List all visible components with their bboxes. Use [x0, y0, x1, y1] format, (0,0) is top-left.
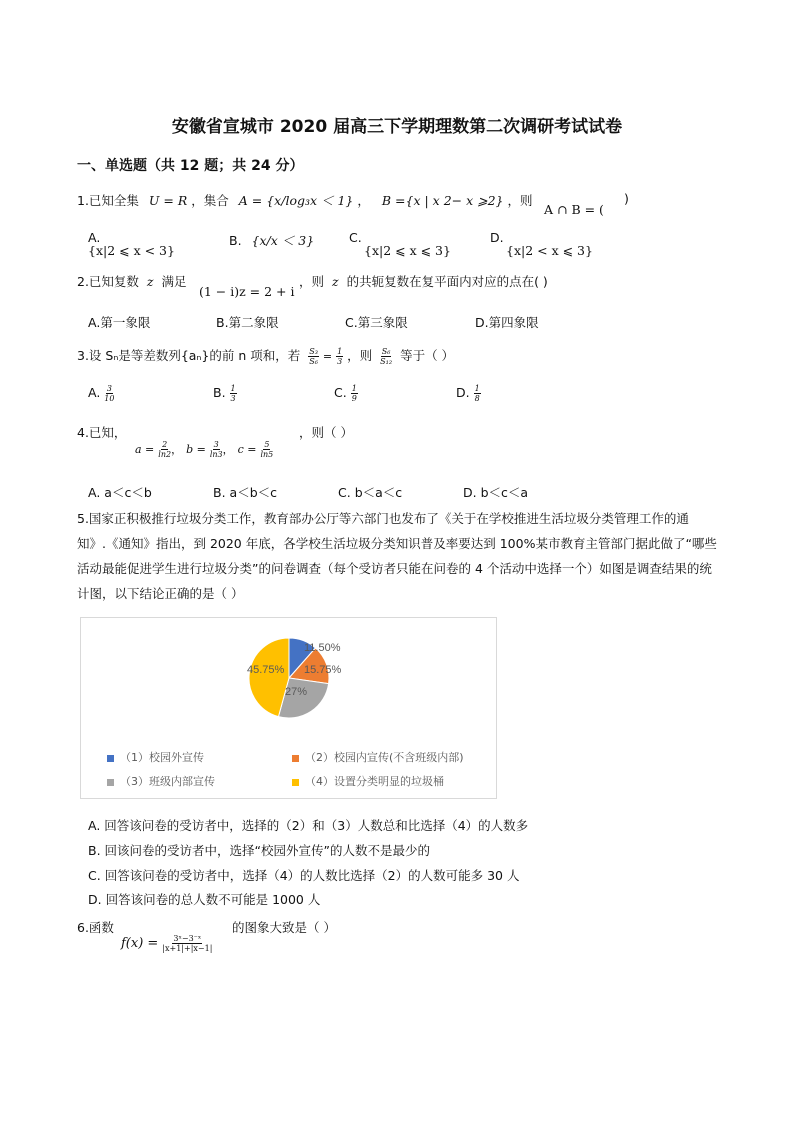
question-1-stem: [77, 191, 533, 209]
q1-text-c: ，则: [507, 193, 533, 208]
question-6-stem: 6.函数: [77, 920, 114, 935]
q4-option-c[interactable]: C. b＜a＜c: [338, 485, 403, 500]
pie-chart: [81, 618, 496, 798]
q5-option-d[interactable]: D. 回答该问卷的总人数不可能是 1000 人: [88, 892, 321, 907]
q1-option-a[interactable]: A.: [88, 230, 101, 245]
q3-option-c[interactable]: C. $\frac{1}{9}$: [334, 384, 357, 403]
q2-option-c[interactable]: C.第三象限: [345, 315, 408, 330]
q3-option-d[interactable]: D. $\frac{1}{8}$: [456, 384, 480, 403]
pie-data-label-4: 45.75%: [247, 664, 285, 676]
q1-option-a-text: {x|2 ⩽ x < 3}: [88, 243, 175, 258]
q3-option-a[interactable]: A. $\frac{3}{10}$: [88, 384, 115, 403]
legend-swatch-4: [292, 779, 299, 786]
q1-close: ): [624, 191, 629, 206]
q1-option-d-text: {x|2 < x ⩽ 3}: [506, 243, 593, 258]
question-4-stem-tail: ，则（ ）: [299, 425, 353, 440]
q5-option-c[interactable]: C. 回答该问卷的受访者中，选择（4）的人数比选择（2）的人数可能多 30 人: [88, 868, 520, 883]
q1-set-a: A = {x/log₃x ＜ 1}: [238, 193, 354, 208]
legend-item-4: （4）设置分类明显的垃圾桶: [292, 773, 444, 789]
q2-option-d[interactable]: D.第四象限: [475, 315, 539, 330]
q2-equation: (1 − i)z = 2 + i: [199, 284, 295, 299]
legend-item-2: （2）校园内宣传(不含班级内部): [292, 749, 464, 765]
q1-separator: ，: [357, 193, 370, 208]
question-4-stem: 4.已知，: [77, 425, 127, 440]
q4-option-a[interactable]: A. a＜c＜b: [88, 485, 152, 500]
question-6-stem-tail: 的图象大致是（ ）: [232, 920, 336, 935]
q1-set-b: B ={x | x 2− x ⩾2}: [381, 193, 504, 208]
section-heading: 一、单选题（共 12 题；共 24 分）: [77, 158, 304, 174]
legend-swatch-3: [107, 779, 114, 786]
legend-item-1: （1）校园外宣传: [107, 749, 204, 765]
q5-option-b[interactable]: B. 回该问卷的受访者中，选择“校园外宣传”的人数不是最少的: [88, 843, 430, 858]
q1-text-b: ，集合: [191, 193, 229, 208]
q4-definitions: a = $\frac{2}{\ln 2}$ ， b = $\frac{3}{\ln 3}$ ， c = $\frac{5}{\ln 5}$: [135, 440, 274, 459]
legend-item-3: （3）班级内部宣传: [107, 773, 215, 789]
question-2-stem-tail: ，则 z 的共轭复数在复平面内对应的点在( ): [299, 274, 548, 289]
question-2-stem: 2.已知复数 z 满足: [77, 274, 187, 289]
page-title: 安徽省宣城市 2020 届高三下学期理数第二次调研考试试卷: [171, 117, 623, 137]
q4-option-b[interactable]: B. a＜b＜c: [213, 485, 278, 500]
q1-universal-set: U = R: [148, 193, 188, 208]
pie-data-label-3: 27%: [285, 686, 308, 698]
pie-data-label-2: 15.75%: [304, 664, 342, 676]
q5-option-a[interactable]: A. 回答该问卷的受访者中，选择的（2）和（3）人数总和比选择（4）的人数多: [88, 818, 529, 833]
q3-option-b[interactable]: B. $\frac{1}{3}$: [213, 384, 236, 403]
question-5-stem: 5.国家正积极推行垃圾分类工作，教育部办公厅等六部门也发布了《关于在学校推进生活垃圾分类管理工作的通知》.《通知》指出，到 2020 年底，各学校生活垃圾分类知识普及率要达到 100%某市教育主管部门据此做了“哪些活动最能促进学生进行垃圾分类”的问卷调查（每个受访者只能在问卷的 4 个活动中选择一个）如图是调查结果的统计图，以下结论正确的是（ ）: [77, 511, 717, 601]
q2-option-b[interactable]: B.第二象限: [216, 315, 279, 330]
q1-ask: A ∩ B = (: [544, 202, 604, 217]
pie-data-label-1: 11.50%: [304, 642, 341, 654]
legend-swatch-2: [292, 755, 299, 762]
q1-option-c-text: {x|2 ⩽ x ⩽ 3}: [364, 243, 451, 258]
q6-function: f(x) = $\frac{\text{3ˣ−3⁻ˣ}}{|x+1|+|x-1|}$: [121, 934, 213, 953]
q2-option-a[interactable]: A.第一象限: [88, 315, 151, 330]
q1-text-a: 1.已知全集: [77, 193, 139, 208]
q1-option-c[interactable]: C.: [349, 230, 362, 245]
q1-option-d[interactable]: D.: [490, 230, 504, 245]
legend-swatch-1: [107, 755, 114, 762]
pie-chart-panel: [80, 617, 497, 799]
q4-option-d[interactable]: D. b＜c＜a: [463, 485, 529, 500]
question-3-stem: 3.设 Sₙ是等差数列{aₙ}的前 n 项和，若 $\frac{\text{S₃}}{\text{S₆}}$ = $\frac{1}{3}$ ，则 $\frac{\text{S₆}}{\text{S₁₂}}$ 等于（ ）: [77, 347, 455, 366]
q1-option-b[interactable]: B. {x/x ＜ 3}: [229, 233, 315, 248]
